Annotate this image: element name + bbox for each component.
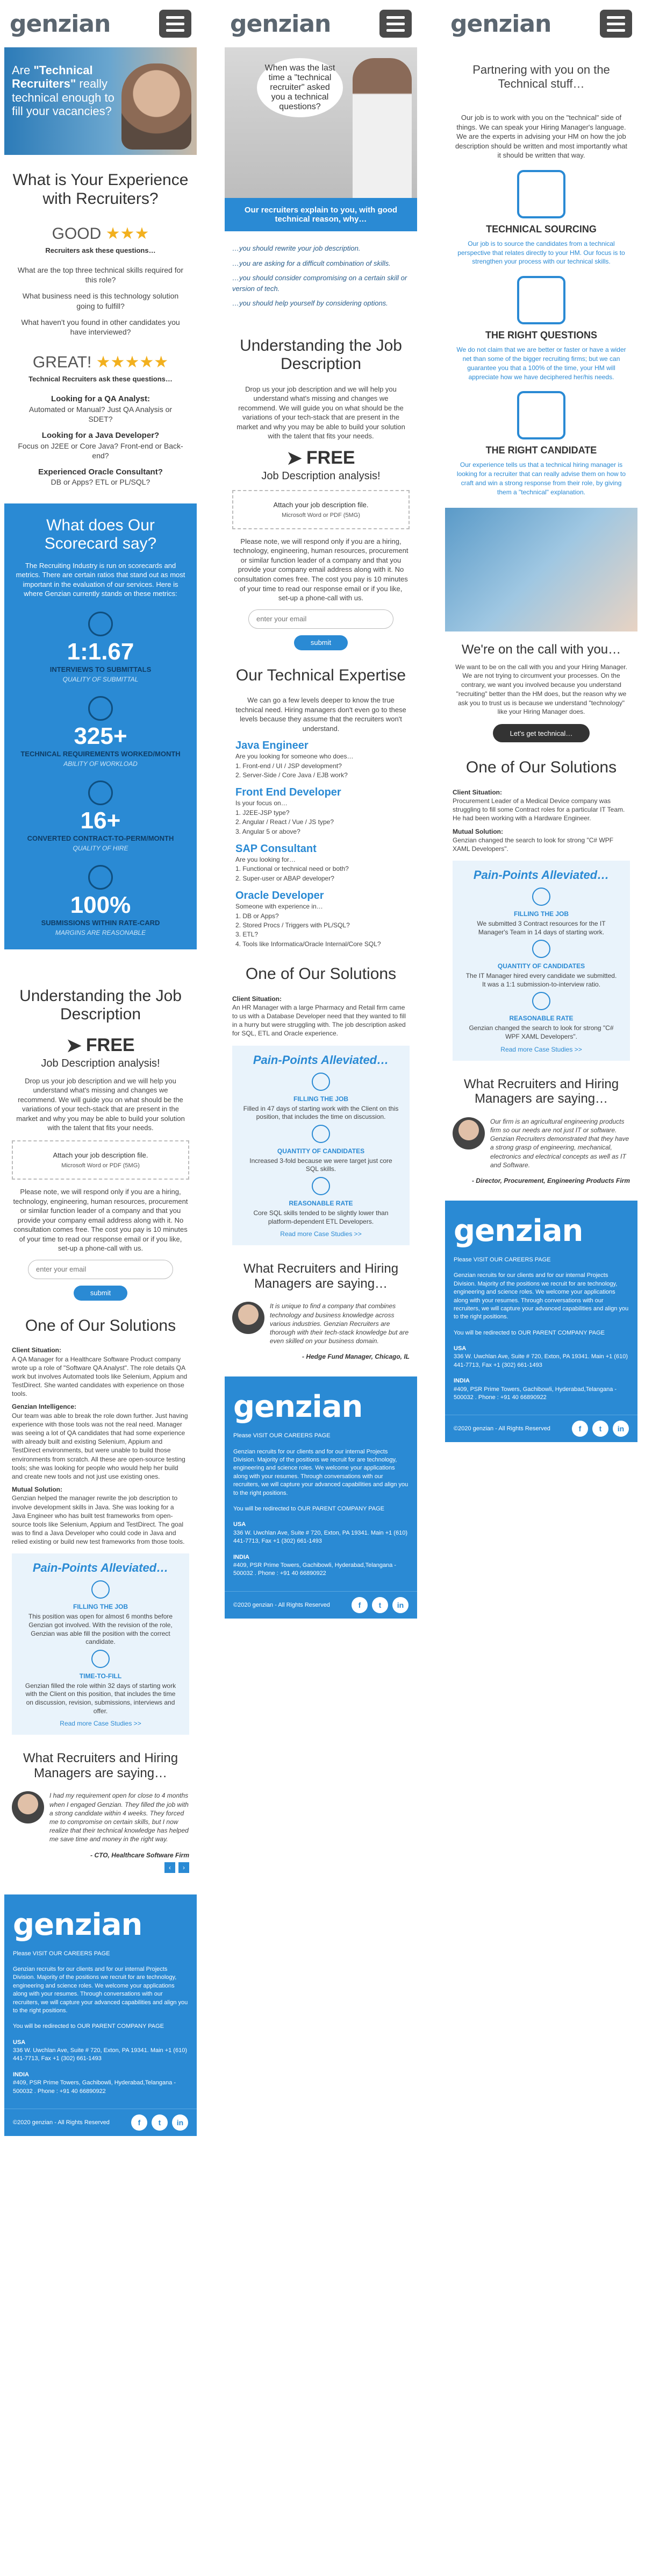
attach-file-dropzone[interactable]: Attach your job description file. Microsoft Word or PDF (5MG) [12,1140,189,1180]
testimonial: I had my requirement open for close to 4 months when I engaged Genzian. They filled the job with a strong candidate within 4 weeks. They forced me to compromise on certain skills, but I now realize that their technical knowledge has helped me save time and money in the right way. [12,1791,189,1843]
prev-arrow-icon[interactable]: ‹ [164,1862,175,1873]
feature-candidate: THE RIGHT CANDIDATE Our experience tells us that a technical hiring manager is looking for a recruiter that can really advise them on how to craft and win a strong response from their role, by giving them a "technical" explanation. [454,391,629,496]
great-rating: GREAT! ★★★★★ [32,353,169,372]
role-sap: SAP Consultant Are you looking for… 1. Functional or technical need or both? 2. Super-user or ABAP developer? [235,843,349,882]
pain-points: Pain-Points Alleviated… FILLING THE JOB We submitted 3 Contract resources for the IT Manager's Team in 14 days of starting work. QUANTITY OF CANDIDATES The IT Manager hired every candidate we submitted. It was a 1:1 submission-to-interview ratio. REASONABLE RATE Genzian changed the search to look for strong "C# WPF XAML Developers". Read more Case Studies >> [453,861,630,1061]
twitter-icon[interactable]: t [152,2114,168,2131]
free-desc: Drop us your job description and we will help you understand what's missing and changes we recommend. We will guide you on what should be the variations of your tech-stack that are present in the market and why you may be able to build your solution with the talent that fits your needs. [16,1076,185,1132]
checkmark-icon [532,888,550,906]
free-subtitle: Job Description analysis! [41,1057,160,1069]
understand-title: Understanding the Job Description [240,336,402,373]
testimonials-title: What Recruiters and Hiring Managers are saying… [23,1751,178,1780]
hero-person-image [353,58,412,198]
footer: genzian Please VISIT OUR CAREERS PAGE Genzian recruits for our clients and for our internal Projects Division. Majority of the positions we recruit for are technology, engineering and science roles. We welcome your applications along with your resumes. Through conversations with our recruiters, we will capture your advanced capabilities and align you to the right positions. You will be redirected to OUR PARENT COMPANY PAGE USA 336 W. Uwchlan Ave, Suite # 720, Exton, PA 19341. Main +1 (610) 441-7713, Fax +1 (302) 661-1493 INDIA #409, PSR Prime Towers, Gachibowli, Hyderabad,Telangana - 500032 . Phone : +91 40 66890922 [225,1376,417,1591]
explain-strip: Our recruiters explain to you, with good technical reason, why… [225,198,417,231]
footer: genzian Please VISIT OUR CAREERS PAGE Genzian recruits for our clients and for our internal Projects Division. Majority of the positions we recruit for are technology, engineering and science roles. We welcome your applications along with your resumes. Through conversations with our recruiters, we will capture your advanced capabilities and align you to the right positions. You will be redirected to OUR PARENT COMPANY PAGE USA 336 W. Uwchlan Ave, Suite # 720, Exton, PA 19341. Main +1 (610) 441-7713, Fax +1 (302) 661-1493 INDIA #409, PSR Prime Towers, Gachibowli, Hyderabad,Telangana - 500032 . Phone : +91 40 66890922 [4,1894,197,2109]
money-icon [88,865,113,890]
stat-submissions: 100% SUBMISSIONS WITHIN RATE-CARD MARGINS ARE REASONABLE [13,865,188,936]
good-question-3: What haven't you found in other candidates you have interviewed? [21,317,180,336]
great-subtitle: Technical Recruiters ask these questions… [28,375,173,384]
solutions-title: One of Our Solutions [25,1316,176,1335]
avatar [453,1117,485,1149]
partner-desc: Our job is to work with you on the "technical" side of things. We can speak your Hiring Manager's language. We are the experts in advising your HM on how the job description should be written and most importantly what it should be written that way. [455,113,628,160]
header [4,0,197,47]
submit-button[interactable]: submit [74,1286,127,1301]
get-technical-button[interactable]: Let's get technical… [493,724,590,742]
parent-link[interactable]: You will be redirected to OUR PARENT COMPANY PAGE [233,1506,385,1513]
footer-logo: genzian [13,1907,142,1942]
clock-icon [91,1650,110,1668]
role-oracle: Oracle Developer Someone with experience in… 1. DB or Apps? 2. Stored Procs / Triggers with PL/SQL? 3. ETL? 4. Tools like Informatica/Oracle Internal/Core SQL? [235,890,381,948]
handshake-icon [88,780,113,805]
call-center-image [445,508,637,631]
people-icon [532,940,550,958]
parent-link[interactable]: You will be redirected to OUR PARENT COMPANY PAGE [454,1329,605,1336]
reasons-list: …you should rewrite your job description. …you are asking for a difficult combination of skills. …you should consider compromising on a certain skill or version of tech. …you should help yourself by considering options. [232,244,407,307]
role-frontend: Front End Developer Is your focus on… 1. J2EE-JSP type? 2. Angular / React / Vue / JS type? 3. Angular 5 or above? [235,786,341,835]
logo[interactable]: genzian [10,10,111,38]
hero-person-image [121,63,191,150]
expertise-title: Our Technical Expertise [235,666,406,684]
read-more-link[interactable]: Read more Case Studies >> [500,1045,582,1053]
free-subtitle: Job Description analysis! [261,470,381,482]
footer: genzian Please VISIT OUR CAREERS PAGE Genzian recruits for our clients and for our internal Projects Division. Majority of the positions we recruit for are technology, engineering and science roles. We welcome your applications along with your resumes. Through conversations with our recruiters, we will capture your advanced capabilities and align you to the right positions. You will be redirected to OUR PARENT COMPANY PAGE USA 336 W. Uwchlan Ave, Suite # 720, Exton, PA 19341. Main +1 (610) 441-7713, Fax +1 (302) 661-1493 INDIA #409, PSR Prime Towers, Gachibowli, Hyderabad,Telangana - 500032 . Phone : +91 40 66890922 [445,1201,637,1415]
careers-link[interactable]: Please VISIT OUR CAREERS PAGE [13,1950,110,1957]
testimonial-author: - Director, Procurement, Engineering Products Firm [471,1176,630,1184]
linkedin-icon[interactable]: in [172,2114,188,2131]
money-icon [312,1177,330,1195]
footer-bar: ©2020 genzian - All Rights Reserved f t in [445,1415,637,1442]
feature-questions: THE RIGHT QUESTIONS We do not claim that we are better or faster or have a wider net than some of the bigger recruiting firms; but we can guarantee you that a 100% of the time, your HM will appreciate how we have deciphered her/his needs. [454,276,629,381]
attach-file-dropzone[interactable]: Attach your job description file. Microsoft Word or PDF (5MG) [232,490,410,529]
good-rating: GOOD ★★★ [52,225,149,243]
twitter-icon[interactable]: t [372,1597,388,1613]
hero-text: Are "Technical Recruiters" really technical enough to fill your vacancies? [12,63,114,118]
logo[interactable]: genzian [230,10,331,38]
linkedin-icon[interactable]: in [392,1597,408,1613]
hamburger-menu-icon[interactable] [600,10,632,38]
testimonial-author: - CTO, Healthcare Software Firm [90,1851,189,1859]
stat-converted: 16+ CONVERTED CONTRACT-TO-PERM/MONTH QUALITY OF HIRE [13,780,188,852]
interview-icon [88,612,113,636]
solutions-title: One of Our Solutions [465,758,617,777]
feature-sourcing: TECHNICAL SOURCING Our job is to source the candidates from a technical perspective that relates directly to your HM. Our focus is to strengthen your process with our technical skills. [454,170,629,266]
good-question-1: What are the top three technical skills required for this role? [17,266,184,285]
call-title: We're on the call with you… [461,642,621,657]
arrow-icon: ➤ [66,1035,82,1056]
careers-link[interactable]: Please VISIT OUR CAREERS PAGE [233,1432,331,1439]
read-more-link[interactable]: Read more Case Studies >> [280,1230,362,1238]
facebook-icon[interactable]: f [352,1597,368,1613]
pain-points: Pain-Points Alleviated… FILLING THE JOB This position was open for almost 6 months before Genzian got involved. With the revision of the role, Genzian was able fill the position with the correct candidate. TIME-TO-FILL Genzian filled the role within 32 days of starting work with the Client on this position, that includes the time on discussion, revision, submissions, interviews and offer. Read more Case Studies >> [12,1553,189,1735]
testimonial: Our firm is an agricultural engineering products firm so our needs are not just IT or software. Genzian Recruiters demonstrated that they have a strong grasp of engineering, mechanical, electronics and electrical concepts as well as IT and Software. [453,1117,630,1169]
stat-requirements: 325+ TECHNICAL REQUIREMENTS WORKED/MONTH ABILITY OF WORKLOAD [13,696,188,768]
mobile-page-column-2 [225,0,417,1619]
avatar [232,1302,264,1334]
great-question-1: Looking for a QA Analyst: Automated or Manual? Just QA Analysis or SDET? [28,394,173,423]
logo[interactable]: genzian [450,10,551,38]
parent-link[interactable]: You will be redirected to OUR PARENT COMPANY PAGE [13,2023,164,2030]
next-arrow-icon[interactable]: › [178,1862,189,1873]
checkmark-icon [312,1073,330,1091]
testimonial-author: - Hedge Fund Manager, Chicago, IL [302,1353,410,1361]
arrow-icon: ➤ [286,448,302,469]
header [225,0,417,47]
testimonials-title: What Recruiters and Hiring Managers are saying… [243,1261,399,1291]
footer-bar: ©2020 genzian - All Rights Reserved f t in [4,2109,197,2136]
great-question-3: Experienced Oracle Consultant? DB or Apps? ETL or PL/SQL? [38,467,163,487]
submit-button[interactable]: submit [294,635,348,650]
careers-link[interactable]: Please VISIT OUR CAREERS PAGE [454,1256,551,1263]
footer-logo: genzian [454,1213,583,1248]
hamburger-menu-icon[interactable] [159,10,191,38]
free-desc: Drop us your job description and we will help you understand what's missing and changes we recommend. We will guide you on what should be the variations of your tech-stack that are present in the market and why you may be able to build your solution with the talent that fits your needs. [236,385,405,441]
twitter-icon[interactable]: t [592,1421,608,1437]
good-subtitle: Recruiters ask these questions… [45,246,156,254]
testimonial: It is unique to find a company that combines technology and business knowledge across various industries. Genzian Recruiters are thorough with their tech-stack knowledge but are even skilled on your business domain. [232,1302,410,1345]
email-input[interactable] [28,1260,173,1279]
stat-interviews: 1:1.67 INTERVIEWS TO SUBMITTALS QUALITY OF SUBMITTAL [13,612,188,683]
solution-case: Client Situation: An HR Manager with a large Pharmacy and Retail firm came to us with a Database Developer need that they wanted to fill in a hurry but were struggling with. The job description asked for SQL, ETL and Oracle experience. [232,995,406,1038]
hero-banner [225,47,417,198]
mobile-page-column-1 [4,0,197,2136]
read-more-link[interactable]: Read more Case Studies >> [60,1720,141,1728]
hero-bubble: When was the last time a "technical recruiter" asked you a technical questions? [257,58,343,117]
footer-logo: genzian [233,1389,363,1425]
facebook-icon[interactable]: f [131,2114,147,2131]
solutions-title: One of Our Solutions [245,965,397,983]
avatar [12,1791,44,1823]
email-input[interactable] [248,609,393,629]
free-title: ➤ FREE [66,1035,135,1056]
mobile-page-column-3 [445,0,637,1442]
expertise-desc: We can go a few levels deeper to know the true technical need. Hiring managers don't even go to these levels because they assume that the recruiters won't understand. [235,696,406,733]
understand-title: Understanding the Job Description [19,987,182,1024]
scorecard-desc: The Recruiting Industry is run on scorecards and metrics. There are certain ratios that stand out as most important in the evaluation of our services. Here is where Genzian currently stands on these metrics: [16,561,185,598]
facebook-icon[interactable]: f [572,1421,588,1437]
candidate-icon [517,391,565,439]
hamburger-menu-icon[interactable] [379,10,412,38]
call-desc: We want to be on the call with you and your Hiring Manager. We are not trying to circumvent your processes. On the contrary, we want you involved because you understand "recruiting" better than the HM does, but the reason why we ask you to trust us is because we understand "technology" like your Hiring Manager does. [455,663,627,716]
partner-hero: Partnering with you on the Technical stuff… [472,63,610,90]
people-icon [312,1125,330,1143]
star-icon: ★★★ [105,225,149,243]
scorecard-title: What does Our Scorecard say? [44,516,157,553]
footer-bar: ©2020 genzian - All Rights Reserved f t in [225,1591,417,1619]
money-icon [532,992,550,1010]
solution-case: Client Situation: A QA Manager for a Healthcare Software Product company wrote up a role of "Software QA Analyst". The role details QA work but involves Automated tools like Selenium, Appium and TestDirect. She wanted candidates with experience on those tools. Genzian Intelligence: Our team was able to break the role down further. Just having experience with those tools was not the real need. Manager was seeing a lot of QA candidates that had some experience with already built and existing Selenium, Appium and TestDirect environments, but were unable to build those environments from scratch. All these are open-source testing tools; she was looking for people who would help her build and create new tools and not just use existing ones. Mutual Solution: Genzian helped the manager rewrite the job description to involve development skills in Java. She was looking for a Java Engineer who has built test frameworks from open-source tools like Selenium, Appium and TestDirect. The goal was to find a Java Developer who could code in Java and relied existing or build new test frameworks from those tools. [12,1346,188,1546]
header [445,0,637,47]
scorecard-section [4,503,197,949]
role-java: Java Engineer Are you looking for someone who does… 1. Front-end / UI / JSP development? 2. Server-Side / Core Java / EJB work? [235,740,354,779]
checkmark-icon [91,1580,110,1599]
experience-title: What is Your Experience with Recruiters? [12,171,189,208]
linkedin-icon[interactable]: in [613,1421,629,1437]
consultation-note: Please note, we will respond only if you are a hiring, technology, engineering, human resources, procurement or similar function leader of a company and that you provide your company email address along with it. No consultation comes free. The cost you pay is 10 minutes of your time to read our response email or if you like, set-up a phone-call with us. [233,537,408,602]
hero-banner [4,47,197,155]
pain-points: Pain-Points Alleviated… FILLING THE JOB Filled in 47 days of starting work with the Client on this position, that includes the time on discussion. QUANTITY OF CANDIDATES Increased 3-fold because we were target just core SQL skills. REASONABLE RATE Core SQL skills tended to be slightly lower than platform-dependent ETL Developers. Read more Case Studies >> [232,1046,410,1246]
consultation-note: Please note, we will respond only if you are a hiring, technology, engineering, human resources, procurement or similar function leader of a company and that you provide your company email address along with it. No consultation comes free. The cost you pay is 10 minutes of your time to read our response email or if you like, set-up a phone-call with us. [13,1188,188,1253]
testimonials-title: What Recruiters and Hiring Managers are saying… [463,1076,619,1106]
laptop-icon [517,170,565,218]
question-icon [517,276,565,324]
free-title: ➤ FREE [286,448,355,469]
solution-case: Client Situation: Procurement Leader of a Medical Device company was struggling to fill some Contract roles for a particular IT Team. He had been working with a Hardware Engineer. Mutual Solution: Genzian changed the search to look for strong "C# WPF XAML Developers". [453,788,625,853]
great-question-2: Looking for a Java Developer? Focus on J2EE or Core Java? Front-end or Back-end? [18,431,183,460]
people-icon [88,696,113,721]
star-icon: ★★★★★ [96,353,169,372]
good-question-2: What business need is this technology solution going to fulfill? [22,292,179,310]
